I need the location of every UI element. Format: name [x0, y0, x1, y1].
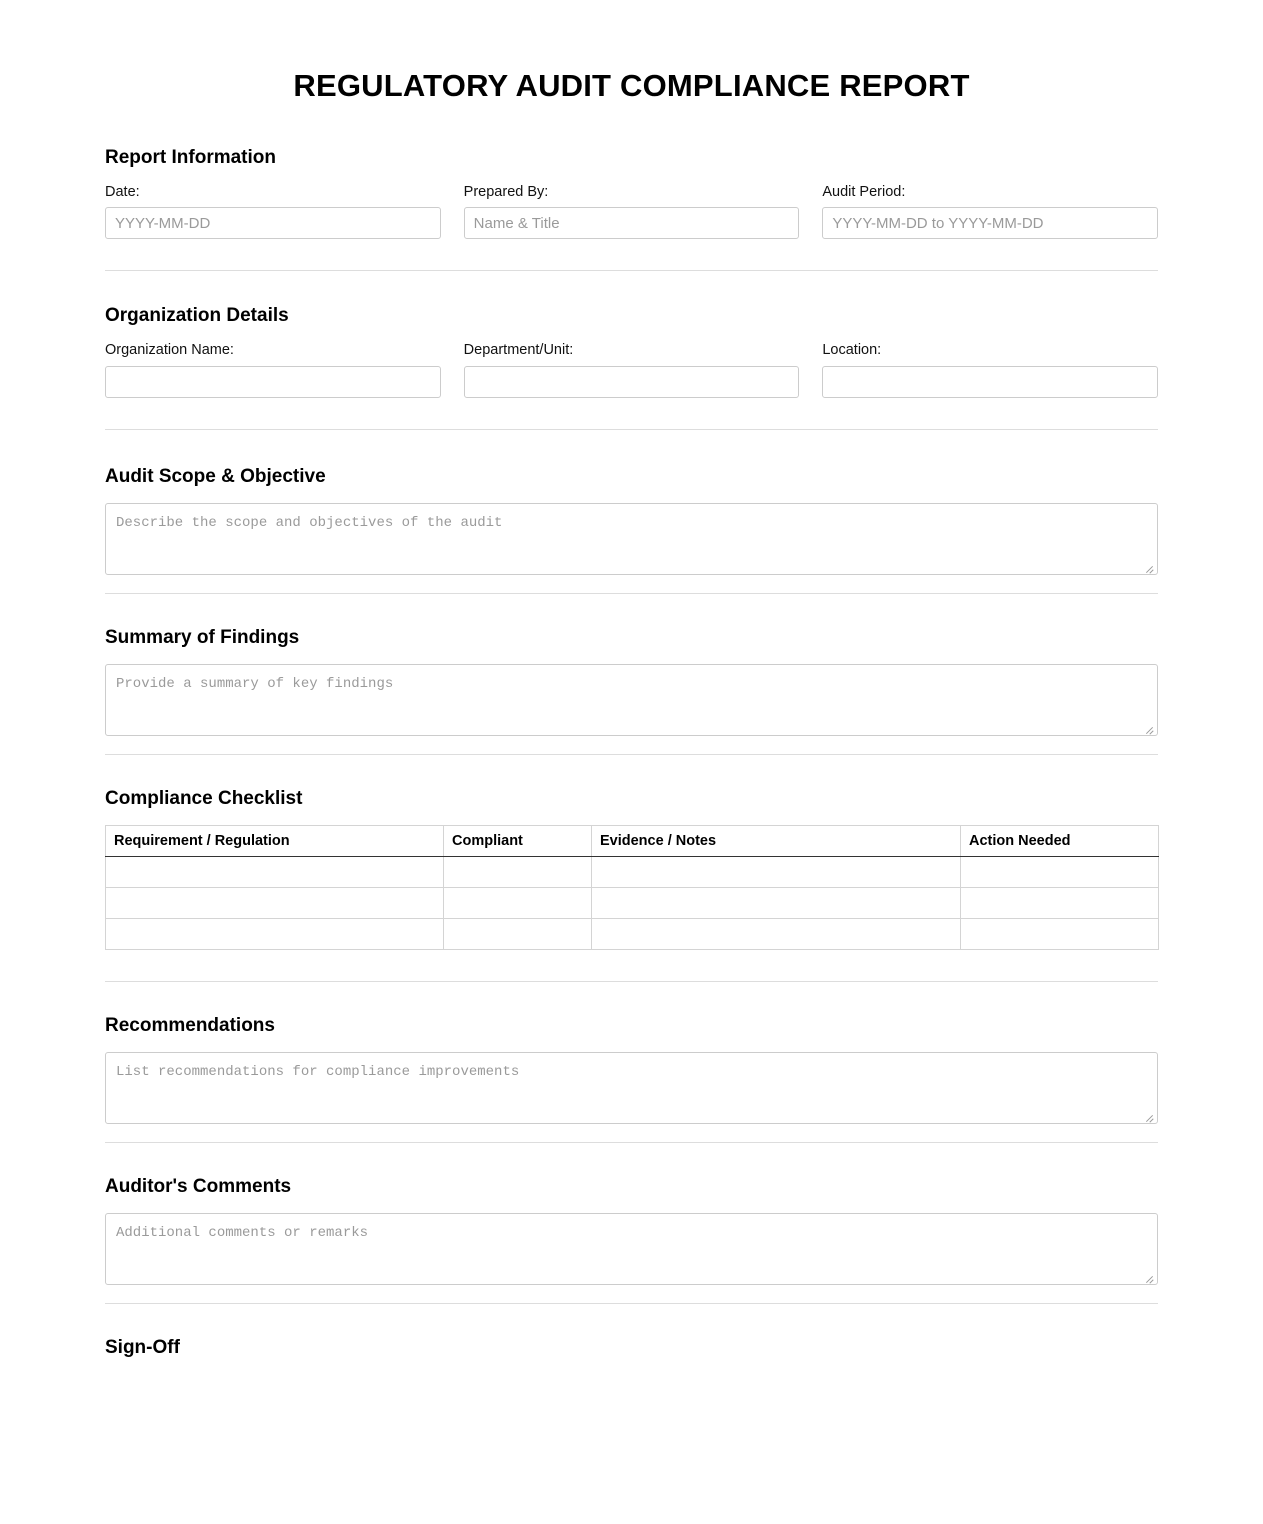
section-summary-of-findings — [105, 627, 1158, 736]
field-date — [105, 184, 441, 239]
cell-evidence[interactable] — [592, 856, 961, 887]
section-heading-audit-scope: Audit Scope & Objective — [105, 465, 326, 487]
document-body — [105, 0, 1158, 1359]
cell-requirement[interactable] — [106, 856, 444, 887]
section-organization-details — [105, 305, 1158, 397]
column-header-compliant: Compliant — [444, 825, 592, 856]
recommendations-textarea[interactable] — [105, 1052, 1158, 1124]
compliance-checklist-table — [105, 825, 1159, 950]
section-recommendations — [105, 1015, 1158, 1124]
cell-evidence[interactable] — [592, 918, 961, 949]
cell-evidence[interactable] — [592, 887, 961, 918]
organization-name-input[interactable] — [105, 366, 441, 398]
department-unit-input[interactable] — [464, 366, 800, 398]
field-label-audit-period: Audit Period: — [822, 184, 906, 200]
column-header-evidence: Evidence / Notes — [592, 825, 961, 856]
field-label-department-unit: Department/Unit: — [463, 342, 574, 359]
audit-period-input[interactable] — [822, 207, 1158, 239]
table-row[interactable] — [106, 887, 1159, 918]
cell-action-needed[interactable] — [961, 918, 1159, 949]
table-row[interactable] — [106, 856, 1159, 887]
section-divider — [105, 754, 1158, 755]
cell-compliant[interactable] — [444, 856, 592, 887]
cell-compliant[interactable] — [444, 887, 592, 918]
section-heading-compliance-checklist: Compliance Checklist — [105, 787, 303, 809]
section-heading-organization-details: Organization Details — [105, 305, 289, 327]
field-label-prepared-by: Prepared By: — [463, 184, 549, 200]
cell-requirement[interactable] — [106, 887, 444, 918]
page-title: REGULATORY AUDIT COMPLIANCE REPORT — [293, 68, 970, 103]
auditors-comments-field — [105, 1213, 1158, 1285]
field-audit-period — [822, 184, 1158, 239]
section-heading-summary-of-findings: Summary of Findings — [105, 626, 300, 648]
section-divider — [105, 593, 1158, 594]
audit-scope-field — [105, 503, 1158, 575]
field-label-location: Location: — [822, 342, 882, 359]
field-organization-name — [105, 342, 441, 397]
cell-action-needed[interactable] — [961, 887, 1159, 918]
prepared-by-input[interactable] — [464, 207, 800, 239]
section-divider — [105, 429, 1158, 430]
section-report-information — [105, 147, 1158, 239]
section-divider — [105, 1142, 1158, 1143]
field-label-date: Date: — [105, 184, 140, 200]
section-heading-report-information: Report Information — [105, 147, 276, 168]
cell-action-needed[interactable] — [961, 856, 1159, 887]
auditors-comments-textarea[interactable] — [105, 1213, 1158, 1285]
organization-details-fields — [105, 342, 1158, 397]
section-audit-scope — [105, 466, 1158, 575]
report-information-fields — [105, 184, 1158, 239]
section-compliance-checklist — [105, 788, 1158, 950]
field-location — [822, 342, 1158, 397]
recommendations-field — [105, 1052, 1158, 1124]
date-input[interactable] — [105, 207, 441, 239]
column-header-requirement: Requirement / Regulation — [106, 825, 444, 856]
summary-of-findings-textarea[interactable] — [105, 664, 1158, 736]
section-divider — [105, 981, 1158, 982]
table-header-row — [106, 825, 1159, 856]
field-department-unit — [464, 342, 800, 397]
section-heading-recommendations: Recommendations — [105, 1014, 275, 1036]
cell-requirement[interactable] — [106, 918, 444, 949]
section-auditors-comments — [105, 1176, 1158, 1285]
table-header — [106, 825, 1159, 856]
audit-scope-textarea[interactable] — [105, 503, 1158, 575]
table-body — [106, 856, 1159, 949]
section-heading-sign-off: Sign-Off — [105, 1336, 180, 1358]
field-prepared-by — [464, 184, 800, 239]
section-divider — [105, 270, 1158, 271]
section-heading-auditors-comments: Auditor's Comments — [105, 1175, 292, 1197]
field-label-organization-name: Organization Name: — [105, 342, 234, 359]
section-sign-off — [105, 1337, 1158, 1359]
column-header-action-needed: Action Needed — [961, 825, 1159, 856]
section-divider — [105, 1303, 1158, 1304]
summary-of-findings-field — [105, 664, 1158, 736]
location-input[interactable] — [822, 366, 1158, 398]
cell-compliant[interactable] — [444, 918, 592, 949]
table-row[interactable] — [106, 918, 1159, 949]
